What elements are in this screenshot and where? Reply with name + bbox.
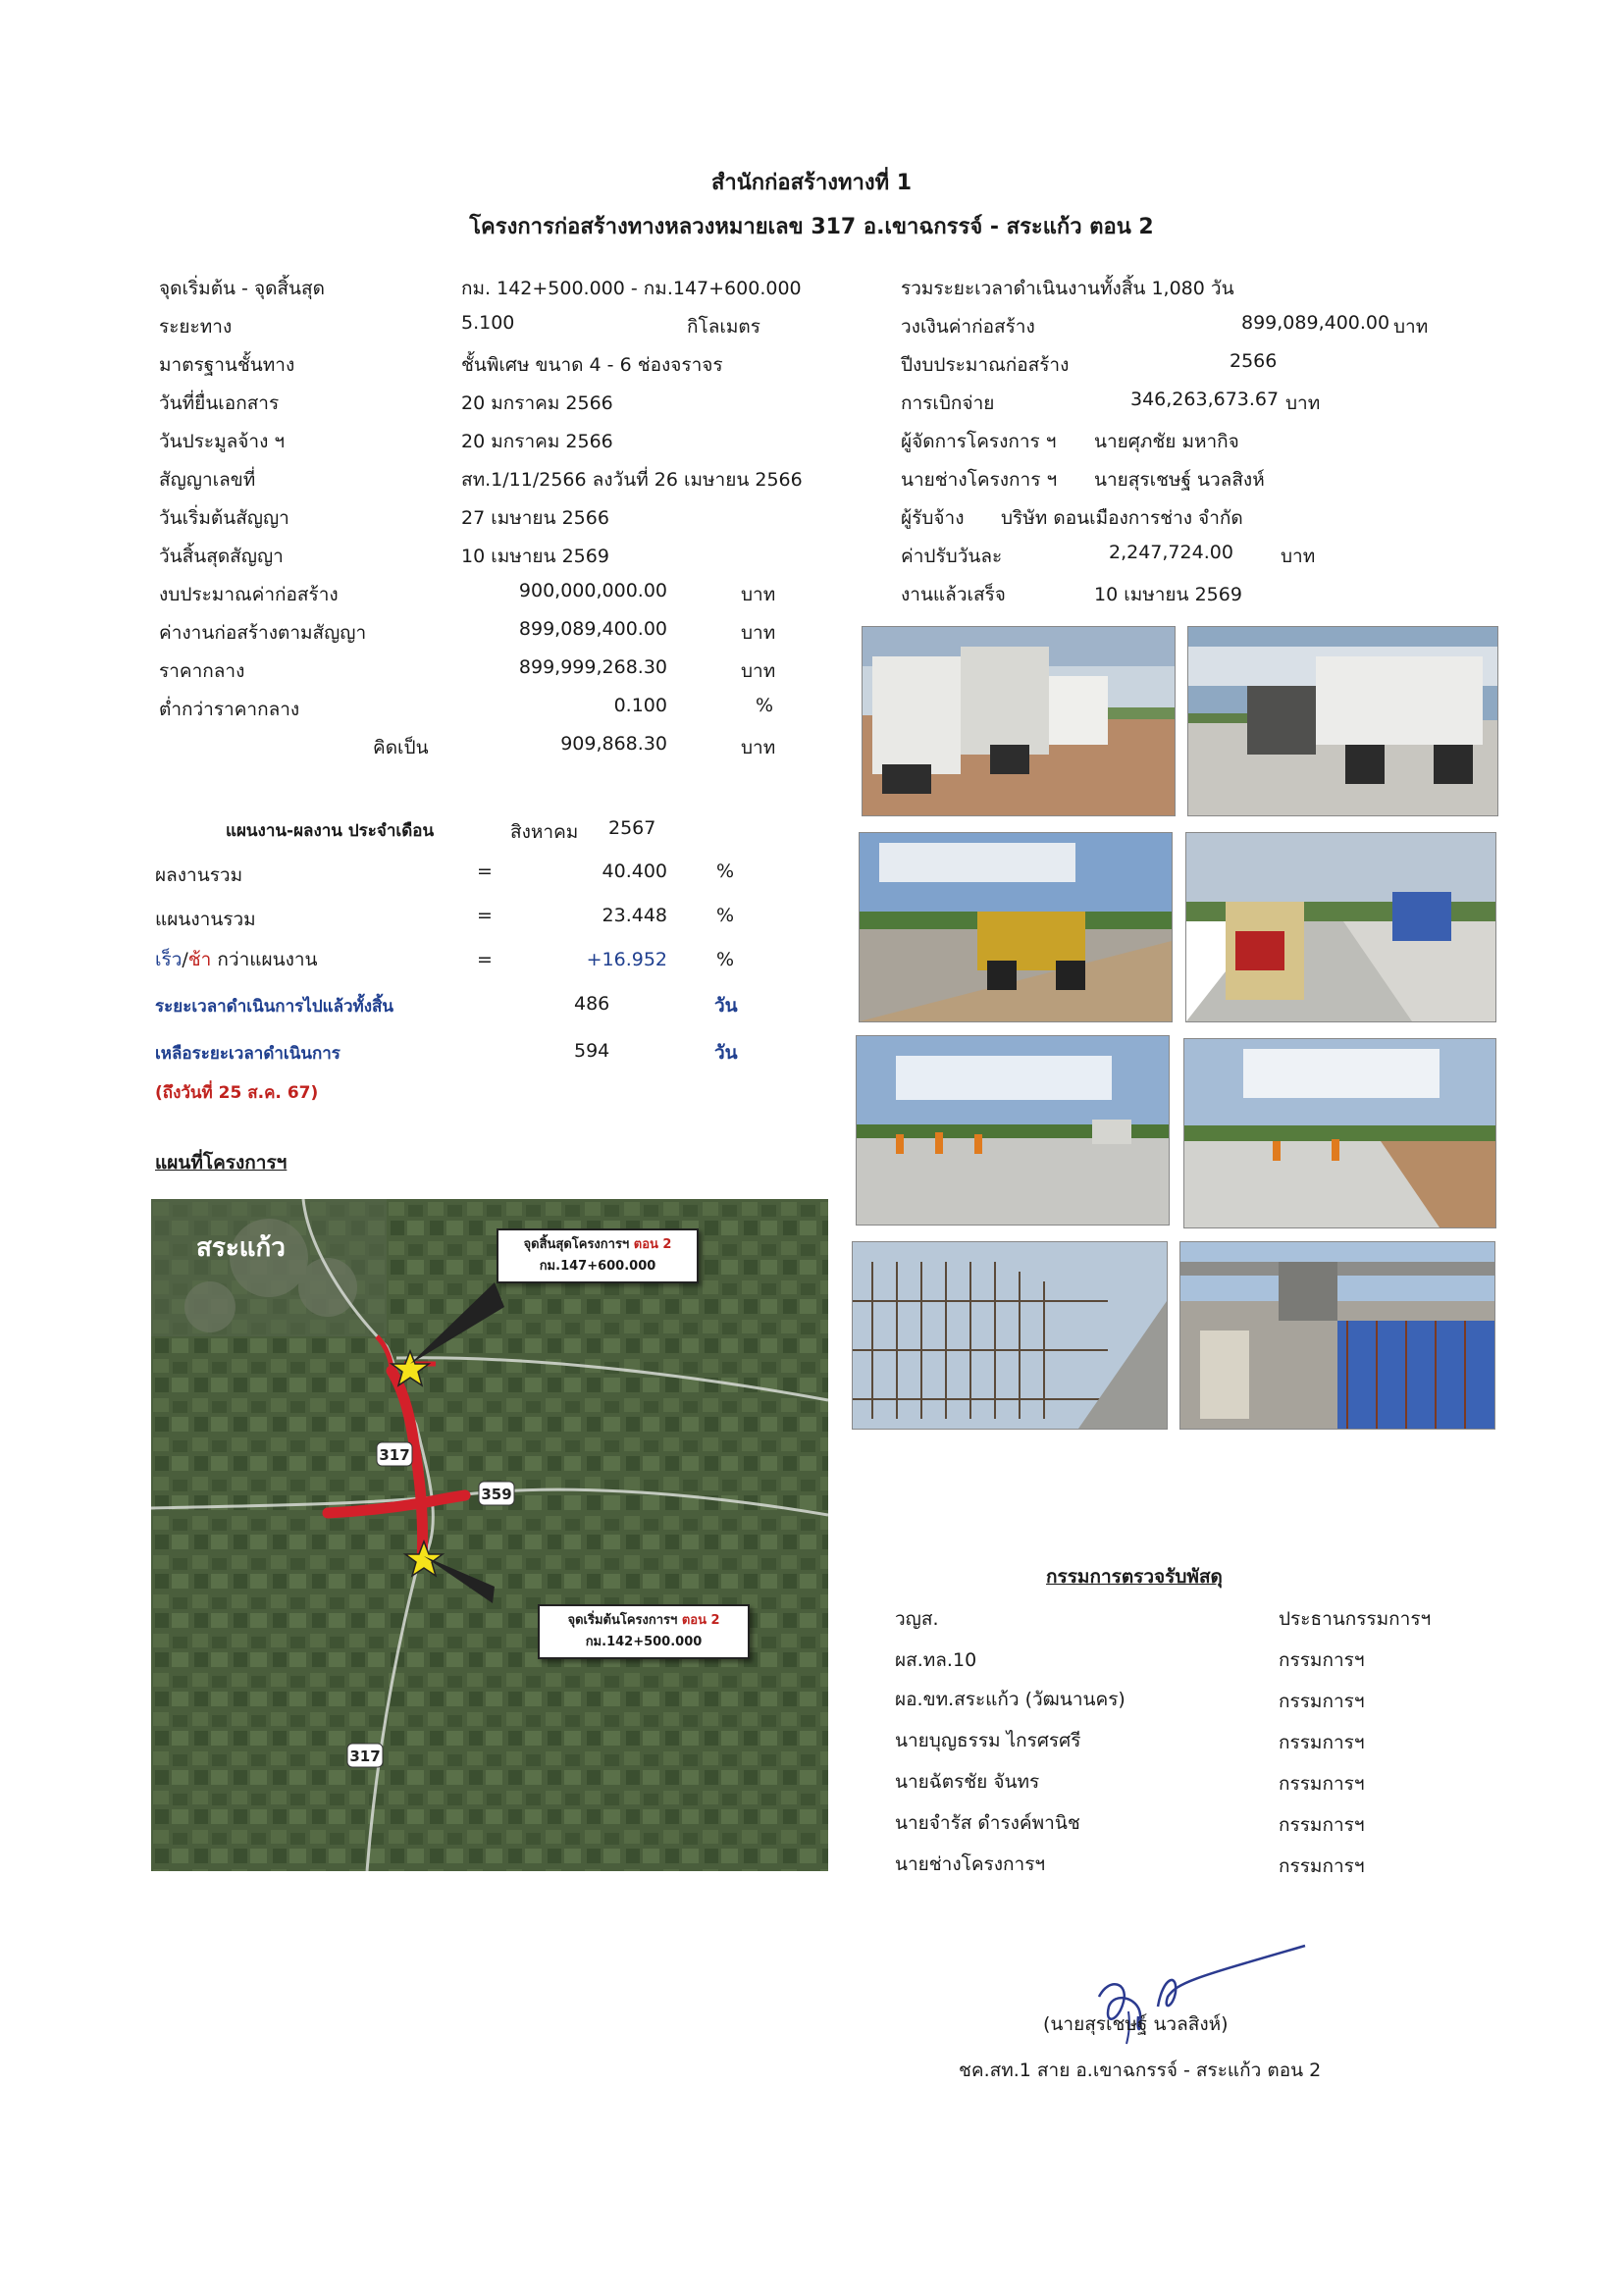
committee-member-role: กรรมการฯ bbox=[1279, 1855, 1365, 1877]
actual-progress-label: ผลงานรวม bbox=[155, 864, 243, 886]
contractor-label: ผู้รับจ้าง bbox=[901, 507, 965, 529]
site-photo bbox=[1185, 832, 1496, 1022]
signer-position: ชค.สท.1 สาย อ.เขาฉกรรจ์ - สระแก้ว ตอน 2 bbox=[959, 2060, 1322, 2081]
planned-progress-eq: = bbox=[477, 905, 493, 926]
disbursement-unit: บาท bbox=[1285, 392, 1321, 414]
project-map bbox=[151, 1199, 828, 1871]
actual-progress-unit: % bbox=[716, 861, 735, 882]
site-photo bbox=[862, 626, 1176, 816]
speed-label bbox=[155, 945, 318, 974]
remaining-label: เหลือระยะเวลาดำเนินการ bbox=[155, 1044, 340, 1064]
start-point-callout bbox=[538, 1604, 750, 1659]
engineer-name: นายสุรเชษฐ์ นวลสิงห์ bbox=[1094, 469, 1265, 491]
svg-text:317: 317 bbox=[379, 1446, 410, 1464]
info-label-contract-start: วันเริ่มต้นสัญญา bbox=[159, 507, 289, 529]
site-photo bbox=[1179, 1241, 1495, 1430]
budget-value-estimate: 900,000,000.00 bbox=[518, 580, 667, 601]
budget-value-median: 899,999,268.30 bbox=[518, 656, 667, 678]
completion-label: งานแล้วเสร็จ bbox=[901, 584, 1006, 605]
speed-rest-label: กว่าแผนงาน bbox=[211, 949, 318, 970]
contractor-name: บริษัท ดอนเมืองการช่าง จำกัด bbox=[1001, 507, 1243, 529]
map-heading: แผนที่โครงการฯ bbox=[155, 1152, 288, 1174]
committee-member-role: กรรมการฯ bbox=[1279, 1691, 1365, 1712]
actual-progress-value: 40.400 bbox=[602, 861, 667, 882]
committee-member-role: กรรมการฯ bbox=[1279, 1732, 1365, 1753]
disbursement-value: 346,263,673.67 bbox=[1130, 389, 1280, 410]
committee-member-name: นายจำรัส ดำรงค์พานิช bbox=[895, 1812, 1080, 1834]
site-photo bbox=[1187, 626, 1498, 816]
planned-progress-unit: % bbox=[716, 905, 735, 926]
committee-member-role: กรรมการฯ bbox=[1279, 1649, 1365, 1671]
site-photo bbox=[859, 832, 1173, 1022]
elapsed-label: ระยะเวลาดำเนินการไปแล้วทั้งสิ้น bbox=[155, 997, 394, 1017]
start-callout-prefix: จุดเริ่มต้นโครงการฯ bbox=[567, 1613, 682, 1628]
speed-unit: % bbox=[716, 949, 735, 970]
completion-date: 10 เมษายน 2569 bbox=[1094, 584, 1242, 605]
speed-value: +16.952 bbox=[586, 949, 667, 970]
info-label-standard: มาตรฐานชั้นทาง bbox=[159, 354, 295, 376]
info-value-distance: 5.100 bbox=[461, 312, 515, 334]
info-value-bid-date: 20 มกราคม 2566 bbox=[461, 431, 613, 452]
info-value-start-end: กม. 142+500.000 - กม.147+600.000 bbox=[461, 278, 802, 299]
end-point-callout bbox=[497, 1228, 699, 1283]
planned-progress-label: แผนงานรวม bbox=[155, 909, 256, 930]
elapsed-unit: วัน bbox=[714, 995, 738, 1017]
committee-heading: กรรมการตรวจรับพัสดุ bbox=[1046, 1566, 1223, 1588]
duration-total: รวมระยะเวลาดำเนินงานทั้งสิ้น 1,080 วัน bbox=[901, 278, 1234, 299]
budget-label-equals: คิดเป็น bbox=[373, 737, 429, 758]
fine-unit: บาท bbox=[1281, 546, 1316, 567]
fiscal-year: 2566 bbox=[1230, 350, 1278, 372]
speed-eq: = bbox=[477, 949, 493, 970]
route-shield-317-north bbox=[377, 1442, 412, 1466]
manager-name: นายศุภชัย มหากิจ bbox=[1094, 431, 1239, 452]
budget-unit-estimate: บาท bbox=[741, 584, 776, 605]
speed-slow-label: ช้า bbox=[187, 949, 212, 970]
elapsed-value: 486 bbox=[574, 993, 610, 1015]
committee-member-name: นายบุญธรรม ไกรศรศรี bbox=[895, 1730, 1081, 1751]
budget-label-estimate: งบประมาณค่าก่อสร้าง bbox=[159, 584, 339, 605]
info-label-distance: ระยะทาง bbox=[159, 316, 233, 338]
info-value-submit-date: 20 มกราคม 2566 bbox=[461, 392, 613, 414]
site-photo bbox=[852, 1241, 1168, 1430]
info-value-contract-start: 27 เมษายน 2566 bbox=[461, 507, 609, 529]
speed-slash: / bbox=[182, 949, 188, 970]
contract-value-label: วงเงินค่าก่อสร้าง bbox=[901, 316, 1035, 338]
budget-unit-equals: บาท bbox=[741, 737, 776, 758]
committee-member-name: ผอ.ขท.สระแก้ว (วัฒนานคร) bbox=[895, 1689, 1126, 1710]
budget-label-median: ราคากลาง bbox=[159, 660, 245, 682]
committee-member-name: นายฉัตรชัย จันทร bbox=[895, 1771, 1040, 1793]
route-shield-359 bbox=[479, 1482, 514, 1505]
committee-member-name: วญส. bbox=[895, 1608, 939, 1630]
signer-name: (นายสุรเชษฐ์ นวลสิงห์) bbox=[1043, 2013, 1229, 2035]
speed-fast-label: เร็ว bbox=[155, 949, 183, 970]
contract-value: 899,089,400.00 bbox=[1241, 312, 1390, 334]
committee-member-role: กรรมการฯ bbox=[1279, 1773, 1365, 1795]
site-photo bbox=[1183, 1038, 1496, 1228]
budget-label-below-median: ต่ำกว่าราคากลาง bbox=[159, 699, 300, 720]
budget-value-equals: 909,868.30 bbox=[560, 733, 667, 755]
fine-label: ค่าปรับวันละ bbox=[901, 546, 1003, 567]
info-value-contract-end: 10 เมษายน 2569 bbox=[461, 546, 609, 567]
committee-member-role: กรรมการฯ bbox=[1279, 1814, 1365, 1836]
office-title: สำนักก่อสร้างทางที่ 1 bbox=[710, 171, 913, 195]
route-shield-317-south bbox=[347, 1744, 383, 1767]
disbursement-label: การเบิกจ่าย bbox=[901, 392, 995, 414]
info-label-contract-no: สัญญาเลขที่ bbox=[159, 469, 256, 491]
remaining-value: 594 bbox=[574, 1040, 610, 1062]
fiscal-year-label: ปีงบประมาณก่อสร้าง bbox=[901, 354, 1070, 376]
committee-member-role: ประธานกรรมการฯ bbox=[1279, 1608, 1432, 1630]
as-of-date: (ถึงวันที่ 25 ส.ค. 67) bbox=[155, 1083, 319, 1103]
progress-month: สิงหาคม bbox=[510, 821, 579, 843]
end-callout-prefix: จุดสิ้นสุดโครงการฯ bbox=[523, 1237, 634, 1252]
svg-text:359: 359 bbox=[481, 1486, 512, 1503]
end-callout-section: ตอน 2 bbox=[633, 1237, 672, 1252]
info-unit-distance: กิโลเมตร bbox=[687, 316, 760, 338]
info-label-bid-date: วันประมูลจ้าง ฯ bbox=[159, 431, 286, 452]
budget-value-below-median: 0.100 bbox=[613, 695, 667, 716]
committee-member-name: ผส.ทล.10 bbox=[895, 1649, 977, 1671]
info-value-contract-no: สท.1/11/2566 ลงวันที่ 26 เมษายน 2566 bbox=[461, 469, 803, 491]
committee-member-name: นายช่างโครงการฯ bbox=[895, 1853, 1046, 1875]
remaining-unit: วัน bbox=[714, 1042, 738, 1064]
progress-year: 2567 bbox=[608, 817, 656, 839]
actual-progress-eq: = bbox=[477, 861, 493, 882]
info-label-submit-date: วันที่ยื่นเอกสาร bbox=[159, 392, 280, 414]
info-label-contract-end: วันสิ้นสุดสัญญา bbox=[159, 546, 284, 567]
town-label: สระแก้ว bbox=[196, 1233, 286, 1263]
budget-unit-median: บาท bbox=[741, 660, 776, 682]
site-photo bbox=[856, 1035, 1170, 1226]
budget-value-contract: 899,089,400.00 bbox=[518, 618, 667, 640]
budget-unit-below-median: % bbox=[756, 695, 774, 716]
engineer-label: นายช่างโครงการ ฯ bbox=[901, 469, 1058, 491]
budget-unit-contract: บาท bbox=[741, 622, 776, 644]
svg-text:317: 317 bbox=[349, 1748, 381, 1765]
contract-value-unit: บาท bbox=[1393, 316, 1429, 338]
info-label-start-end: จุดเริ่มต้น - จุดสิ้นสุด bbox=[159, 278, 325, 299]
progress-title: แผนงาน-ผลงาน ประจำเดือน bbox=[226, 821, 435, 841]
planned-progress-value: 23.448 bbox=[602, 905, 667, 926]
fine-value: 2,247,724.00 bbox=[1109, 542, 1233, 563]
budget-label-contract: ค่างานก่อสร้างตามสัญญา bbox=[159, 622, 367, 644]
start-callout-section: ตอน 2 bbox=[681, 1613, 720, 1628]
info-value-standard: ชั้นพิเศษ ขนาด 4 - 6 ช่องจราจร bbox=[461, 354, 723, 376]
start-callout-km: กม.142+500.000 bbox=[585, 1635, 703, 1649]
manager-label: ผู้จัดการโครงการ ฯ bbox=[901, 431, 1057, 452]
end-callout-km: กม.147+600.000 bbox=[539, 1259, 656, 1274]
project-title: โครงการก่อสร้างทางหลวงหมายเลข 317 อ.เขาฉกรรจ์ - สระแก้ว ตอน 2 bbox=[469, 215, 1154, 239]
